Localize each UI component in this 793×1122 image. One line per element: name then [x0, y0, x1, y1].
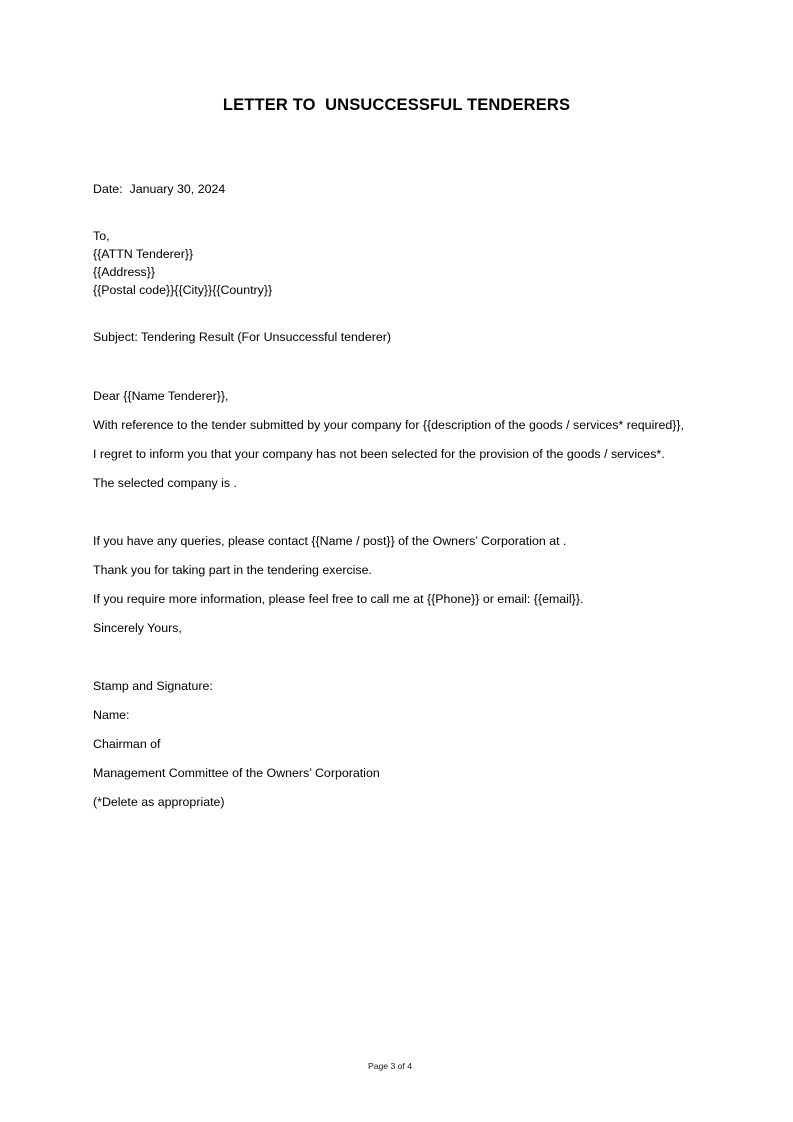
recipient-address: {{Address}}	[93, 265, 156, 279]
stamp-and-signature-label: Stamp and Signature:	[93, 679, 213, 693]
subject-line: Subject: Tendering Result (For Unsuccessful tenderer)	[93, 330, 391, 344]
page-title: LETTER TO UNSUCCESSFUL TENDERERS	[222, 96, 571, 114]
spacer-before-salutation	[93, 346, 688, 382]
recipient-to-label: To,	[93, 229, 110, 243]
recipient-attn: {{ATTN Tenderer}}	[93, 247, 194, 261]
signature-name-label: Name:	[93, 708, 130, 722]
salutation: Dear {{Name Tenderer}},	[93, 389, 229, 403]
thanks-line: Thank you for taking part in the tendering exercise.	[93, 563, 372, 577]
signature-committee-line: Management Committee of the Owners’ Corporation	[93, 766, 380, 780]
body-paragraph: With reference to the tender submitted by your company for {{description of the goods / services* required}}, I regret to inform you that your company has not been selected for the provision of the goods / services*. The selected company is .	[93, 418, 688, 490]
closing-line: Sincerely Yours,	[93, 621, 182, 635]
delete-as-appropriate-note: (*Delete as appropriate)	[93, 795, 225, 809]
page-footer: Page 3 of 4	[368, 1061, 412, 1071]
queries-line: If you have any queries, please contact {{Name / post}} of the Owners’ Corporation at .	[93, 534, 567, 548]
recipient-postal-city-country: {{Postal code}}{{City}}{{Country}}	[93, 283, 273, 297]
spacer-after-date	[93, 198, 688, 227]
spacer-before-subject	[93, 299, 688, 328]
signature-chairman-line: Chairman of	[93, 737, 161, 751]
more-info-line: If you require more information, please feel free to call me at {{Phone}} or email: {{email}}.	[93, 592, 584, 606]
spacer-before-queries	[93, 498, 688, 527]
spacer-before-signature	[93, 643, 688, 672]
date-line: Date: January 30, 2024	[93, 182, 226, 196]
letter-body	[93, 180, 688, 817]
